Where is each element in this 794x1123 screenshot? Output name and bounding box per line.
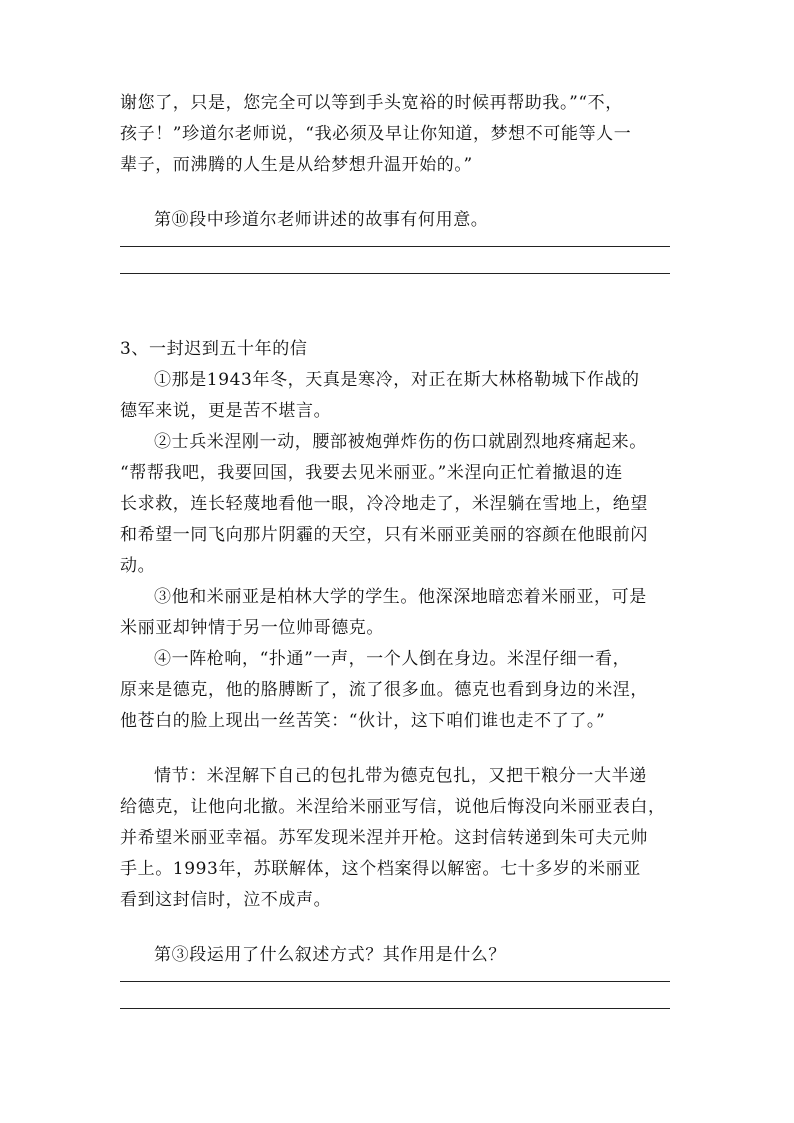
passage-line: 谢您了，只是，您完全可以等到手头宽裕的时候再帮助我。”“不，	[120, 93, 623, 113]
paragraph-line: 长求救，连长轻蔑地看他一眼，冷冷地走了，米涅躺在雪地上，绝望	[120, 494, 648, 514]
paragraph-line: ②士兵米涅刚一动，腰部被炮弹炸伤的伤口就剧烈地疼痛起来。	[154, 432, 647, 452]
paragraph-2	[120, 427, 676, 582]
paragraph-line: 和希望一同飞向那片阴霾的天空，只有米丽亚美丽的容颜在他眼前闪	[120, 525, 648, 545]
spacer	[120, 916, 676, 940]
passage-line: 辈子，而沸腾的人生是从给梦想升温开始的。”	[120, 155, 473, 175]
passage-line: 孩子！”珍道尔老师说，“我必须及早让你知道，梦想不可能等人一	[120, 124, 632, 144]
answer-area-1[interactable]	[120, 236, 676, 278]
spacer	[120, 737, 676, 761]
paragraph-line: ①那是1943年冬，天真是寒冷，对正在斯大林格勒城下作战的	[154, 370, 640, 390]
answer-line[interactable]	[120, 246, 670, 247]
question-2: 第③段运用了什么叙述方式？其作用是什么？	[154, 945, 506, 965]
plot-summary	[120, 761, 676, 916]
paragraph-line: 动。	[120, 556, 156, 576]
summary-line: 手上。1993年，苏联解体，这个档案得以解密。七十多岁的米丽亚	[120, 859, 641, 879]
answer-line[interactable]	[120, 1008, 670, 1009]
paragraph-3	[120, 582, 676, 644]
paragraph-line: “帮帮我吧，我要回国，我要去见米丽亚。”米涅向正忙着撤退的连	[120, 463, 623, 483]
summary-line: 看到这封信时，泣不成声。	[120, 890, 332, 910]
spacer	[120, 278, 676, 334]
passage-ending	[120, 88, 676, 181]
summary-line: 情节：米涅解下自己的包扎带为德克包扎，又把干粮分一大半递	[154, 766, 647, 786]
paragraph-line: 原来是德克，他的胳膊断了，流了很多血。德克也看到身边的米涅，	[120, 680, 648, 700]
answer-area-2[interactable]	[120, 971, 676, 1013]
paragraph-1	[120, 365, 676, 427]
paragraph-line: ④一阵枪响，“扑通”一声，一个人倒在身边。米涅仔细一看，	[154, 649, 631, 669]
paragraph-line: 他苍白的脸上现出一丝苦笑：“伙计，这下咱们谁也走不了了。”	[120, 711, 606, 731]
section-title: 3、一封迟到五十年的信	[120, 339, 308, 359]
answer-line[interactable]	[120, 981, 670, 982]
answer-line[interactable]	[120, 273, 670, 274]
paragraph-4	[120, 644, 676, 737]
summary-line: 给德克，让他向北撤。米涅给米丽亚写信，说他后悔没向米丽亚表白，	[120, 797, 666, 817]
paragraph-line: 米丽亚却钟情于另一位帅哥德克。	[120, 618, 384, 638]
question-1: 第⑩段中珍道尔老师讲述的故事有何用意。	[154, 210, 489, 230]
paragraph-line: 德军来说，更是苦不堪言。	[120, 401, 332, 421]
summary-line: 并希望米丽亚幸福。苏军发现米涅并开枪。这封信转递到朱可夫元帅	[120, 828, 648, 848]
document-page	[120, 88, 676, 1013]
spacer	[120, 181, 676, 205]
paragraph-line: ③他和米丽亚是柏林大学的学生。他深深地暗恋着米丽亚，可是	[154, 587, 647, 607]
